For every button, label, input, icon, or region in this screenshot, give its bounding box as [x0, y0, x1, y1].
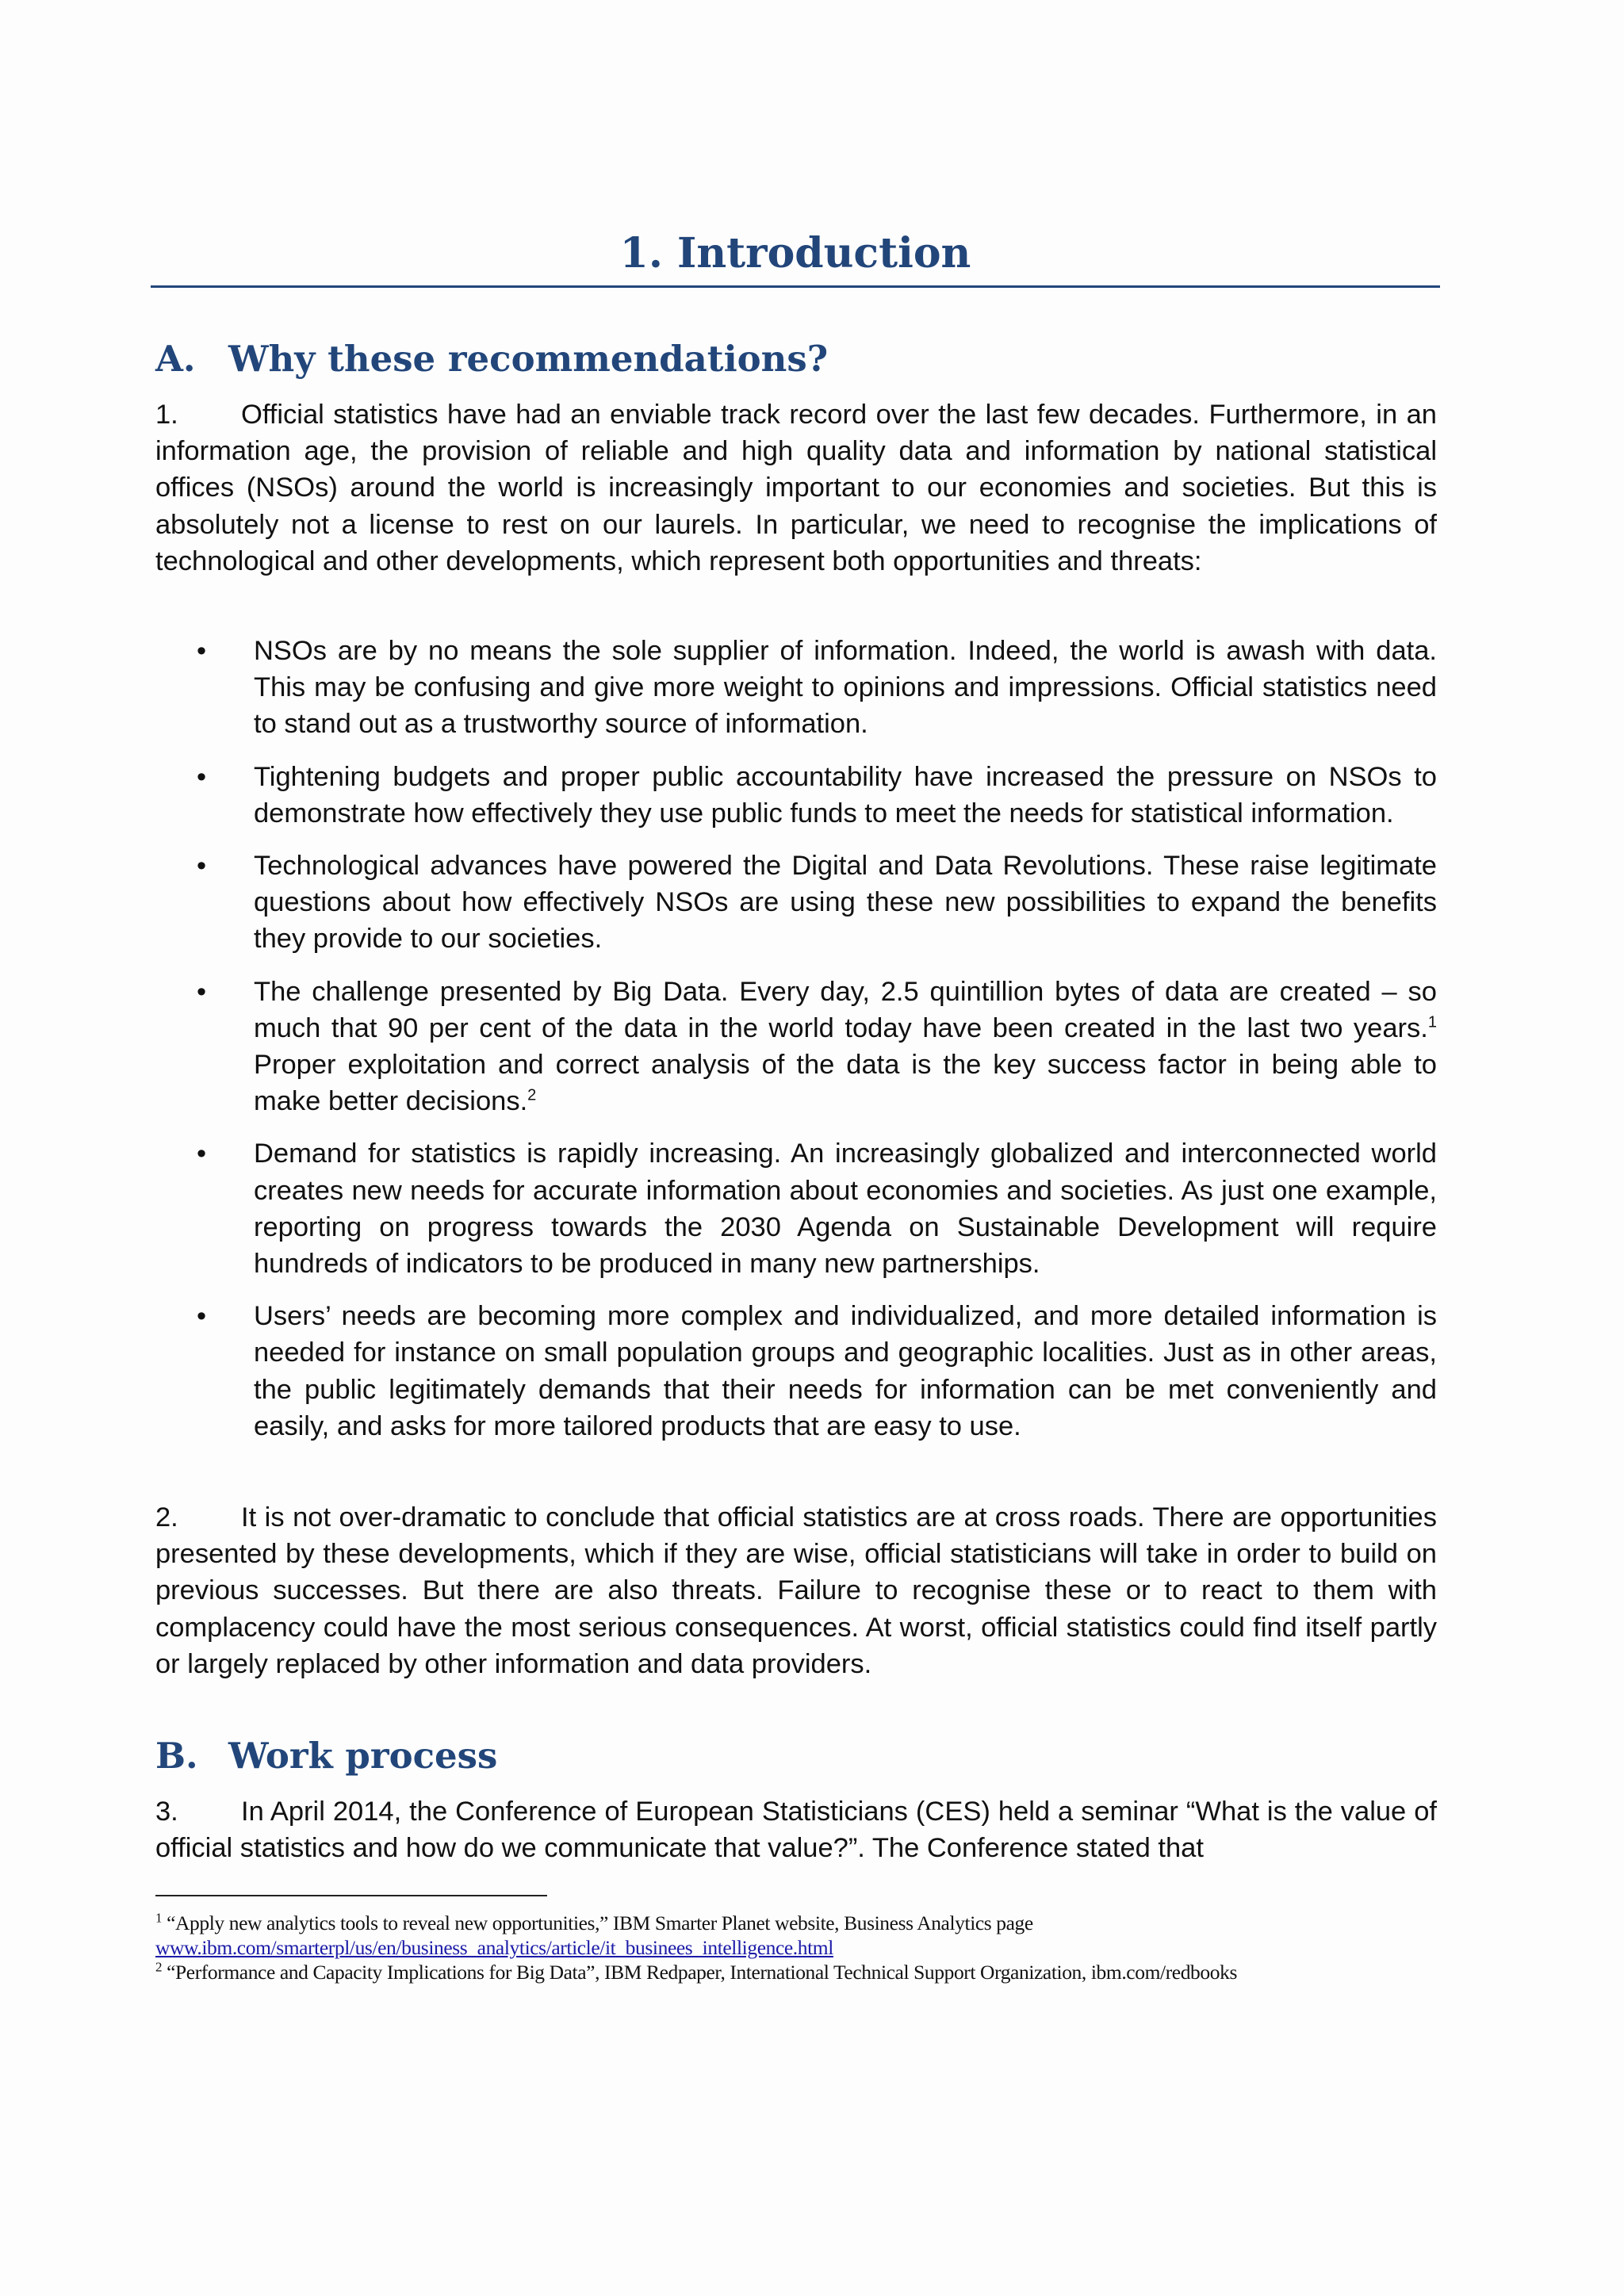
footnote-separator	[155, 1895, 547, 1896]
paragraph-text: In April 2014, the Conference of European Statisticians (CES) held a seminar “What is the value of official statistics and how do we communicate that value?”. The Conference stated that	[155, 1797, 1437, 1864]
bullet-marker: •	[197, 976, 207, 1007]
list-item-text: Tightening budgets and proper public accountability have increased the pressure on NSOs to demonstrate how effectively they use public funds to meet the needs for statistical information.	[254, 761, 1437, 828]
footnote-number: 1	[155, 1910, 163, 1926]
bullet-marker: •	[197, 1301, 207, 1332]
list-item	[155, 1135, 1437, 1282]
bullet-marker: •	[197, 636, 207, 666]
footnotes	[155, 1911, 1503, 1984]
section-title: Why these recommendations?	[228, 338, 829, 380]
list-item-text: Demand for statistics is rapidly increasing. An increasingly globalized and interconnected world creates new needs for accurate information about economies and societies. As just one example, reporting on progress towards the 2030 Agenda on Sustainable Development will require hundreds of indicators to be produced in many new partnerships.	[254, 1138, 1437, 1280]
bullet-list	[155, 633, 1437, 1460]
footnote-text: “Apply new analytics tools to reveal new opportunities,” IBM Smarter Planet website, Business Analytics page	[167, 1911, 1033, 1934]
footnote-2	[155, 1960, 1503, 1984]
bullet-marker: •	[197, 1138, 207, 1169]
paragraph-number: 1.	[155, 400, 178, 430]
section-title: Work process	[228, 1735, 498, 1777]
paragraph-1	[155, 396, 1437, 580]
paragraph-number: 2.	[155, 1502, 178, 1533]
footnote-text: “Performance and Capacity Implications for Big Data”, IBM Redpaper, International Technical Support Organization, ibm.com/redbooks	[167, 1961, 1237, 1984]
footnote-1	[155, 1911, 1503, 1935]
paragraph-number: 3.	[155, 1797, 178, 1827]
footnote-number: 2	[155, 1959, 163, 1975]
list-item	[155, 633, 1437, 743]
list-item	[155, 848, 1437, 958]
chapter-title-rule	[151, 285, 1440, 288]
footnote-ref[interactable]: 1	[1427, 1013, 1437, 1031]
section-letter: A.	[155, 338, 196, 380]
list-item-text	[254, 974, 1437, 1120]
list-item	[155, 1298, 1437, 1445]
list-item-text-part: Proper exploitation and correct analysis of the data is the key success factor in being able to make better decisions.	[254, 1050, 1437, 1117]
section-letter: B.	[155, 1735, 198, 1777]
list-item	[155, 759, 1437, 832]
footnote-1-link-line	[155, 1935, 1503, 1960]
paragraph-text: It is not over-dramatic to conclude that official statistics are at cross roads. There are opportunities presented by these developments, which if they are wise, official statisticians will take in order to build on previous successes. But there are also threats. Failure to recognise these or to react to them with complacency could have the most serious consequences. At worst, official statistics could find itself partly or largely replaced by other information and data providers.	[155, 1502, 1437, 1679]
footnote-ref[interactable]: 2	[527, 1086, 537, 1104]
bullet-marker: •	[197, 761, 207, 792]
footnote-link[interactable]: www.ibm.com/smarterpl/us/en/business_analytics/article/it_businees_intelligence.html	[155, 1936, 833, 1959]
list-item-text-part: The challenge presented by Big Data. Every day, 2.5 quintillion bytes of data are created – so much that 90 per cent of the data in the world today have been created in the last two years.	[254, 976, 1437, 1043]
list-item-text: NSOs are by no means the sole supplier of information. Indeed, the world is awash with data. This may be confusing and give more weight to opinions and impressions. Official statistics need to stand out as a trustworthy source of information.	[254, 636, 1437, 740]
paragraph-2	[155, 1499, 1437, 1682]
chapter-title: 1. Introduction	[619, 229, 971, 277]
paragraph-3	[155, 1793, 1437, 1866]
list-item-text: Technological advances have powered the Digital and Data Revolutions. These raise legitimate questions about how effectively NSOs are using these new possibilities to expand the benefits they provide to our societies.	[254, 851, 1437, 955]
paragraph-text: Official statistics have had an enviable track record over the last few decades. Furthermore, in an information age, the provision of reliable and high quality data and information by national statistical offices (NSOs) around the world is increasingly important to our economies and societies. But this is absolutely not a license to rest on our laurels. In particular, we need to recognise the implications of technological and other developments, which represent both opportunities and threats:	[155, 400, 1437, 576]
list-item-text: Users’ needs are becoming more complex and individualized, and more detailed information is needed for instance on small population groups and geographic localities. Just as in other areas, the public legitimately demands that their needs for information can be met conveniently and easily, and asks for more tailored products that are easy to use.	[254, 1301, 1437, 1441]
list-item	[155, 974, 1437, 1120]
section-heading-a	[155, 335, 828, 383]
bullet-marker: •	[197, 851, 207, 882]
section-heading-b	[155, 1732, 497, 1780]
